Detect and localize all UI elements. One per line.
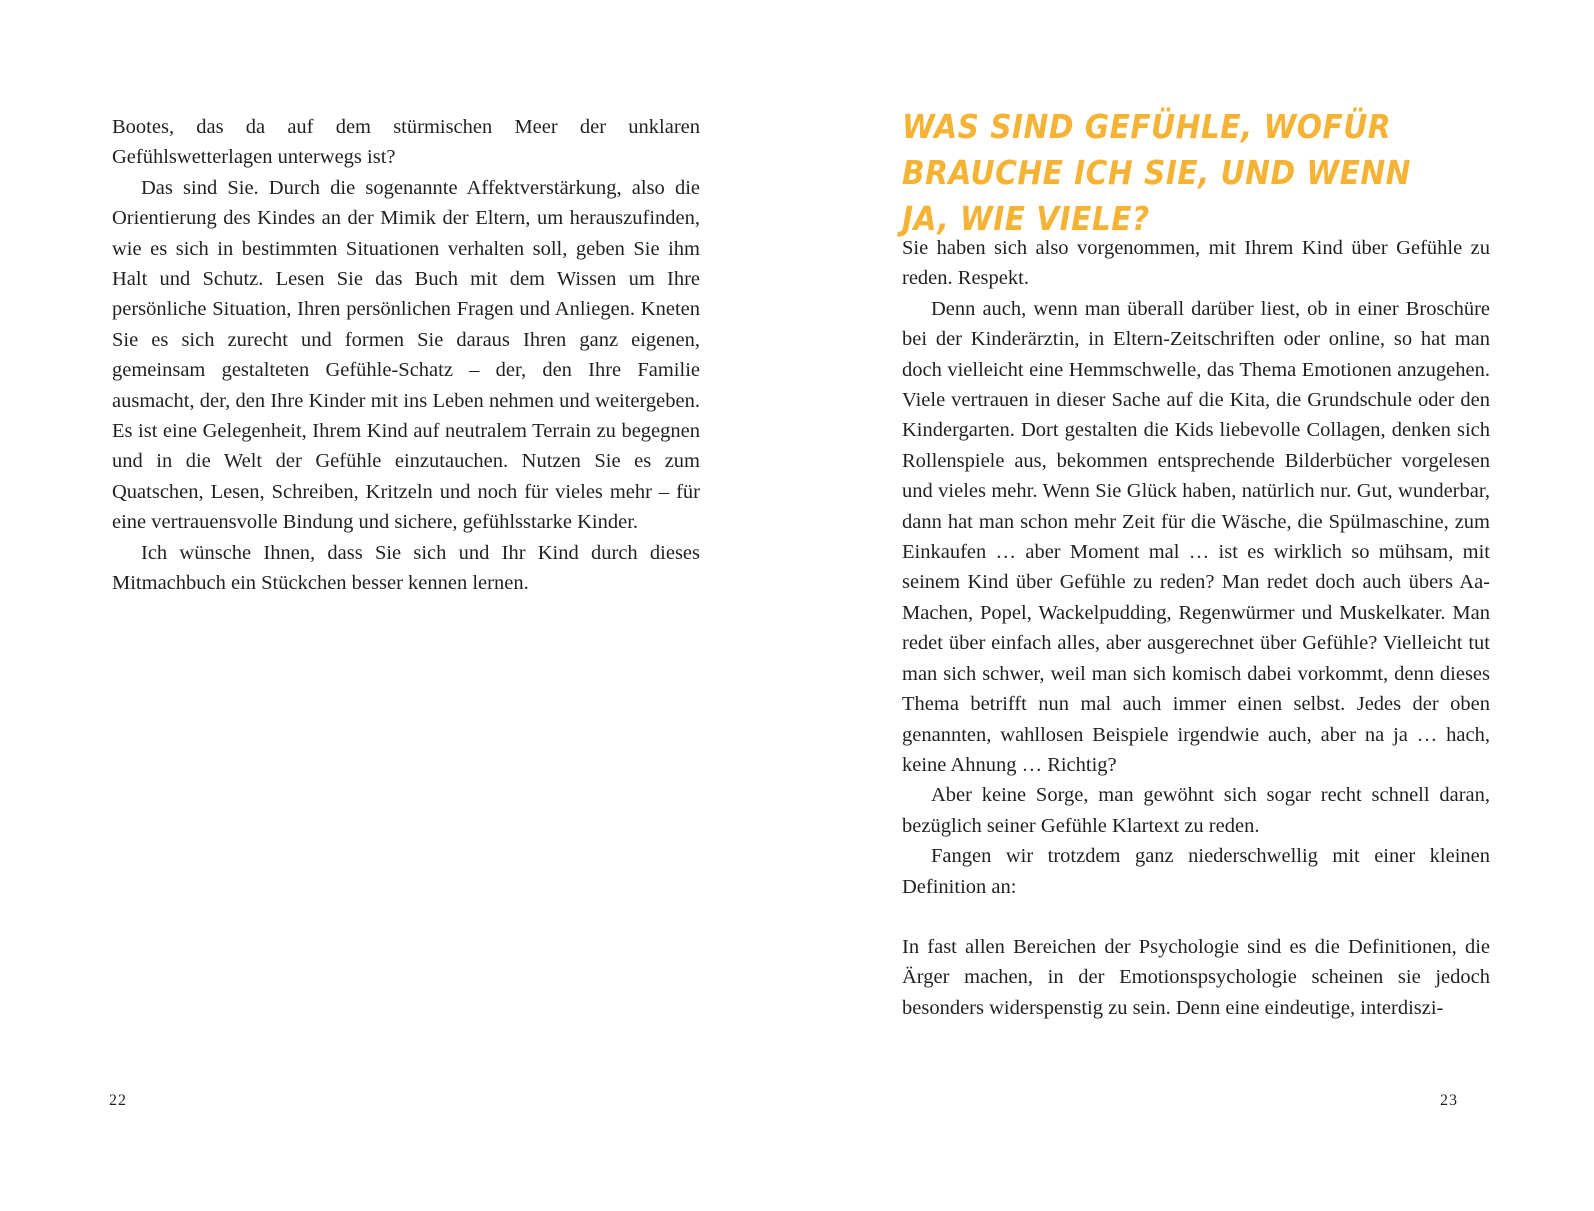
paragraph: Ich wünsche Ihnen, dass Sie sich und Ihr Kind durch dieses Mitmachbuch ein Stückchen besser kennen lernen. <box>112 541 700 595</box>
chapter-heading: WAS SIND GEFÜHLE, WOFÜR BRAUCHE ICH SIE, UND WENN JA, WIE VIELE? <box>902 107 1411 238</box>
paragraph: Sie haben sich also vorgenommen, mit Ihrem Kind über Gefühle zu reden. Respekt. <box>902 237 1490 290</box>
paragraph: In fast allen Bereichen der Psychologie sind es die Definitionen, die Ärger machen, in der Emotionspsychologie scheinen sie jedoch besonders widerspenstig zu sein. Denn eine eindeutige, interdiszi- <box>902 935 1490 1019</box>
paragraph: Das sind Sie. Durch die sogenannte Affektverstärkung, also die Orientierung des Kindes an der Mimik der Eltern, um herauszufinden, wie es sich in bestimmten Situationen verhalten soll, geben Sie ihm Halt und Schutz. Lesen Sie das Buch mit dem Wissen um Ihre persönliche Situation, Ihren persönlichen Fragen und Anliegen. Kneten Sie es sich zurecht und formen Sie daraus Ihren ganz eigenen, gemeinsam gestalteten Gefühle-Schatz – der, den Ihre Familie ausmacht, der, den Ihre Kinder mit ins Leben nehmen und weitergeben. Es ist eine Gelegenheit, Ihrem Kind auf neutralem Terrain zu begegnen und in die Welt der Gefühle einzutauchen. Nutzen Sie es zum Quatschen, Lesen, Schreiben, Kritzeln und noch für vieles mehr – für eine vertrauensvolle Bindung und sichere, gefühlsstarke Kinder. <box>112 176 700 534</box>
page-number-left: 22 <box>109 1092 127 1109</box>
right-page-body <box>902 233 1490 1023</box>
paragraph: Bootes, das da auf dem stürmischen Meer der unklaren Gefühlswetterlagen unterwegs ist? <box>112 116 700 169</box>
right-page <box>797 0 1594 1211</box>
paragraph: Denn auch, wenn man überall darüber liest, ob in einer Broschüre bei der Kinderärztin, in Eltern-Zeitschriften oder online, so hat man doch vielleicht eine Hemmschwelle, das Thema Emotionen anzugehen. Viele vertrauen in dieser Sache auf die Kita, die Grundschule oder den Kindergarten. Dort gestalten die Kids liebevolle Collagen, denken sich Rollenspiele aus, bekommen entsprechende Bilderbücher vorgelesen und vieles mehr. Wenn Sie Glück haben, natürlich nur. Gut, wunderbar, dann hat man schon mehr Zeit für die Wäsche, die Spülmaschine, zum Einkaufen … aber Moment mal … ist es wirklich so mühsam, mit seinem Kind über Gefühle zu reden? Man redet doch auch übers Aa-Machen, Popel, Wackelpudding, Regenwürmer und Muskelkater. Man redet über einfach alles, aber ausgerechnet über Gefühle? Vielleicht tut man sich schwer, weil man sich komisch dabei vorkommt, denn dieses Thema betrifft nun mal auch immer einen selbst. Jedes der oben genannten, wahllosen Beispiele irgendwie auch, aber na ja … hach, keine Ahnung … Richtig? <box>902 297 1490 776</box>
page-number-right: 23 <box>1440 1092 1458 1109</box>
paragraph: Aber keine Sorge, man gewöhnt sich sogar recht schnell daran, bezüglich seiner Gefühle Klartext zu reden. <box>902 784 1490 837</box>
paragraph: Fangen wir trotzdem ganz niederschwellig mit einer kleinen Definition an: <box>902 845 1490 898</box>
left-page-body <box>112 112 700 599</box>
